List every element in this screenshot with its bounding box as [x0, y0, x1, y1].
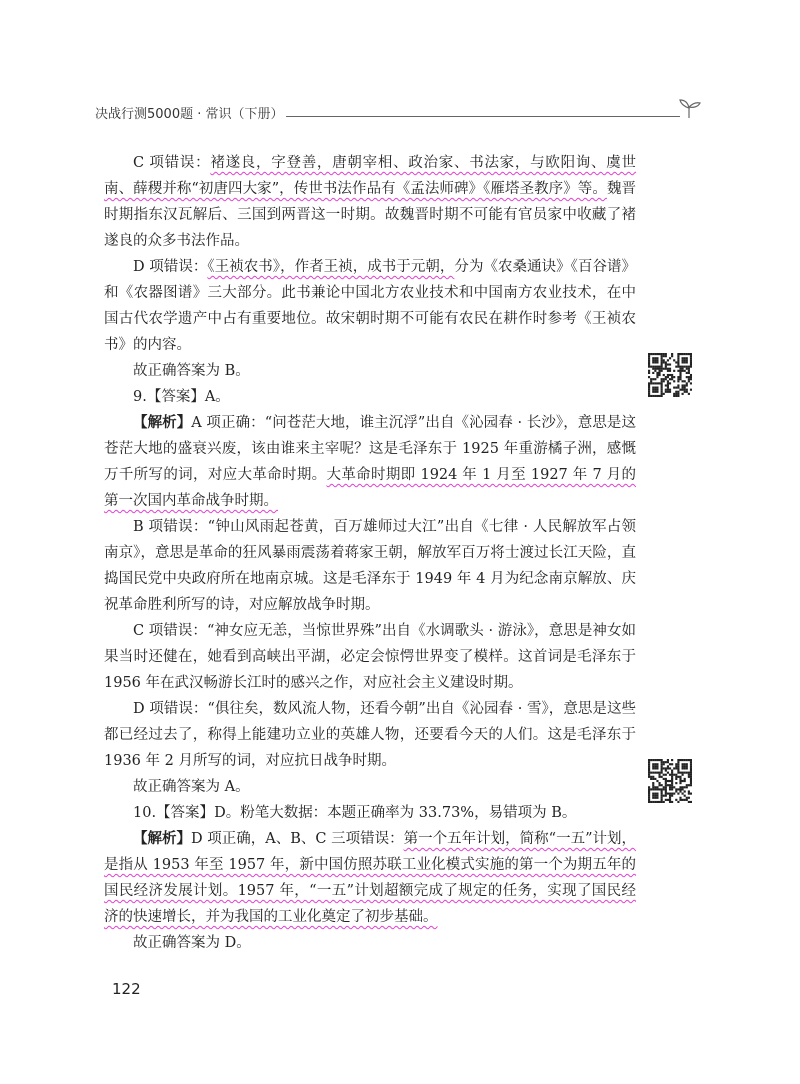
qr-code-icon[interactable]: [648, 353, 692, 397]
text-segment: 【解析】: [133, 414, 192, 431]
paragraph: [104, 618, 636, 696]
paragraph: [104, 696, 636, 774]
text-segment: D 项错误：: [133, 259, 208, 275]
highlighted-text: 褚遂良，字登善，唐朝宰相、政治家、书法家，与欧阳询、虞世南、薛稷并称“初唐四大家”，传世书法作品有《孟法师碑》《雁塔圣教序》等。: [104, 155, 636, 197]
highlighted-text: 大革命时期即 1924 年 1 月至 1927 年 7 月的第一次国内革命战争时期。: [104, 467, 636, 509]
paragraph: [104, 930, 636, 956]
text-segment: A 项正确：“问苍茫大地，谁主沉浮”出自《沁园春 · 长沙》，意思是这苍茫大地的盛衰兴废，该由谁来主宰呢？这是毛泽东于 1925 年重游橘子洲，感慨万千所写的词，对应大革命时期。: [104, 415, 636, 483]
paragraph: [104, 410, 636, 514]
text-segment: 故正确答案为 D。: [133, 935, 251, 951]
text-segment: C 项错误：“神女应无恙，当惊世界殊”出自《水调歌头 · 游泳》，意思是神女如果当时还健在，她看到高峡出平湖，必定会惊愕世界变了模样。这首词是毛泽东于 1956 年在武汉畅游长江时的感兴之作，对应社会主义建设时期。: [104, 623, 636, 691]
sprout-icon: [676, 98, 702, 120]
paragraph: [104, 774, 636, 800]
paragraph: [104, 384, 636, 410]
text-segment: 9.【答案】A。: [133, 389, 230, 405]
paragraph: [104, 358, 636, 384]
text-segment: 魏晋时期指东汉瓦解后、三国到两晋这一时期。故魏晋时期不可能有官员家中收藏了褚遂良的众多书法作品。: [104, 181, 637, 249]
text-segment: 故正确答案为 B。: [133, 363, 250, 379]
book-title: 决战行测5000题 · 常识（下册）: [95, 103, 289, 122]
text-segment: 故正确答案为 A。: [133, 779, 250, 795]
text-segment: B 项错误：“钟山风雨起苍黄，百万雄师过大江”出自《七律 · 人民解放军占领南京》，意思是革命的狂风暴雨震荡着蒋家王朝，解放军百万将士渡过长江天险，直捣国民党中央政府所在地南京城。这是毛泽东于 1949 年 4 月为纪念南京解放、庆祝革命胜利所写的诗，对应解放战争时期。: [104, 519, 636, 613]
answer-explanations: [104, 150, 636, 956]
page-number: 122: [112, 980, 141, 998]
text-segment: 【解析】: [133, 830, 192, 847]
text-segment: 10.【答案】: [133, 805, 215, 821]
paragraph: [104, 150, 636, 254]
highlighted-text: 第一个五年计划，简称“一五”计划，是指从 1953 年至 1957 年，新中国仿照苏联工业化模式实施的第一个为期五年的国民经济发展计划。1957 年，“一五”计划超额完成了规定的任务，实现了国民经济的快速增长，并为我国的工业化奠定了初步基础。: [104, 831, 636, 925]
paragraph: [104, 826, 636, 930]
highlighted-text: 《王祯农书》，作者王祯，成书于元朝，: [207, 259, 455, 275]
paragraph: [104, 254, 636, 358]
text-segment: 分为《农桑通诀》《百谷谱》和《农器图谱》三大部分。此书兼论中国北方农业技术和中国南方农业技术，在中国古代农学遗产中占有重要地位。故宋朝时期不可能有农民在耕作时参考《王祯农书》的内容。: [104, 259, 637, 353]
text-segment: D 项正确，A、B、C 三项错误：: [191, 831, 404, 847]
text-segment: C 项错误：: [133, 155, 211, 171]
paragraph: [104, 514, 636, 618]
header-rule: [286, 116, 680, 117]
qr-code-icon[interactable]: [648, 759, 692, 803]
text-segment: D 项错误：“俱往矣，数风流人物，还看今朝”出自《沁园春 · 雪》，意思是这些都已经过去了，称得上能建功立业的英雄人物，还要看今天的人们。这是毛泽东于 1936 年 2 月所写的词，对应抗日战争时期。: [104, 701, 636, 769]
paragraph: [104, 800, 636, 826]
text-segment: D。粉笔大数据：本题正确率为 33.73%，易错项为 B。: [214, 805, 577, 821]
